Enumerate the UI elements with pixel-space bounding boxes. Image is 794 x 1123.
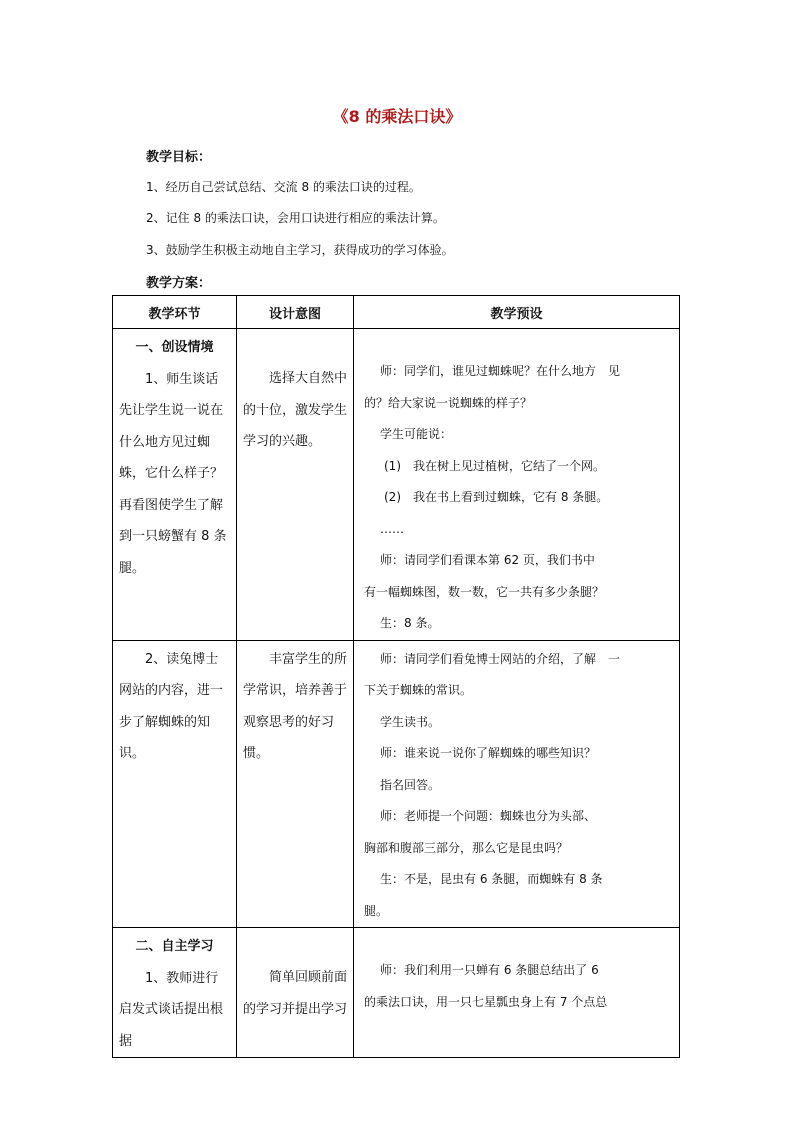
- plan-line: 师：请同学们看课本第 62 页，我们书中: [380, 553, 595, 567]
- plan-cell: [354, 329, 680, 641]
- plan-line: 有一幅蜘蛛图，数一数，它一共有多少条腿？: [364, 584, 605, 599]
- step-text: 2、读兔博士网站的内容，进一步了解蜘蛛的知识。: [119, 651, 224, 761]
- step-text: 1、教师进行启发式谈话提出根据: [119, 970, 224, 1049]
- table-header-row: [113, 296, 680, 329]
- plan-line: 生：不是，昆虫有 6 条腿，而蜘蛛有 8 条: [380, 872, 603, 886]
- document-title: 《8 的乘法口诀》: [332, 107, 462, 126]
- plan-line: 师：同学们，谁见过蜘蛛呢？在什么地方 见: [380, 364, 621, 378]
- plan-line: 师：谁来说一说你了解蜘蛛的哪些知识？: [380, 746, 597, 760]
- goals-heading: 教学目标：: [146, 150, 212, 165]
- plan-line: 下关于蜘蛛的常识。: [364, 683, 473, 697]
- plan-line: 胸部和腹部三部分，那么它是昆虫吗？: [364, 840, 569, 855]
- plan-heading: 教学方案：: [146, 276, 212, 291]
- step-cell: [113, 329, 237, 641]
- goal-item-3: 3、鼓励学生积极主动地自主学习，获得成功的学习体验。: [146, 243, 454, 257]
- plan-line: ……: [380, 521, 404, 536]
- plan-line: 师：我们利用一只蝉有 6 条腿总结出了 6: [380, 963, 599, 977]
- intent-cell: [237, 329, 354, 641]
- header-teaching-plan: 教学预设: [354, 296, 680, 329]
- plan-line: 生：8 条。: [380, 616, 440, 630]
- plan-line: 的乘法口诀，用一只七星瓢虫身上有 7 个点总: [364, 994, 608, 1009]
- step-text: 1、师生谈话先让学生说一说在什么地方见过蜘蛛，它什么样子？再看图使学生了解到一只螃蟹有 8 条腿。: [119, 371, 227, 576]
- plan-line: 学生可能说：: [380, 427, 453, 441]
- plan-line: 的？给大家说一说蜘蛛的样子？: [364, 395, 533, 410]
- plan-line: 学生读书。: [380, 714, 441, 729]
- table-row: [113, 928, 680, 1058]
- plan-line: 师：请同学们看兔博士网站的介绍，了解 一: [380, 651, 621, 666]
- plan-line: 腿。: [364, 903, 389, 918]
- plan-line: 师：老师提一个问题：蜘蛛也分为头部、: [380, 809, 597, 823]
- section-title: 二、自主学习: [135, 939, 214, 954]
- intent-cell: [237, 640, 354, 928]
- table-row: [113, 329, 680, 641]
- plan-line: (1) 我在树上见过植树，它结了一个网。: [384, 458, 605, 473]
- table-row: [113, 640, 680, 928]
- step-cell: [113, 640, 237, 928]
- intent-text: 选择大自然中的十位，激发学生学习的兴趣。: [243, 371, 348, 449]
- plan-cell: [354, 640, 680, 928]
- step-cell: [113, 928, 237, 1058]
- intent-text: 简单回顾前面的学习并提出学习: [243, 970, 348, 1017]
- plan-line: 指名回答。: [380, 777, 441, 792]
- intent-cell: [237, 928, 354, 1058]
- goal-item-1: 1、经历自己尝试总结、交流 8 的乘法口诀的过程。: [146, 180, 421, 194]
- plan-cell: [354, 928, 680, 1058]
- lesson-plan-table: [112, 295, 680, 1058]
- goal-item-2: 2、记住 8 的乘法口诀，会用口诀进行相应的乘法计算。: [146, 211, 445, 225]
- intent-text: 丰富学生的所学常识，培养善于观察思考的好习惯。: [243, 651, 348, 761]
- plan-line: (2) 我在书上看到过蜘蛛，它有 8 条腿。: [384, 490, 609, 504]
- section-title: 一、创设情境: [135, 340, 214, 355]
- header-design-intent: 设计意图: [237, 296, 354, 329]
- header-teaching-step: 教学环节: [113, 296, 237, 329]
